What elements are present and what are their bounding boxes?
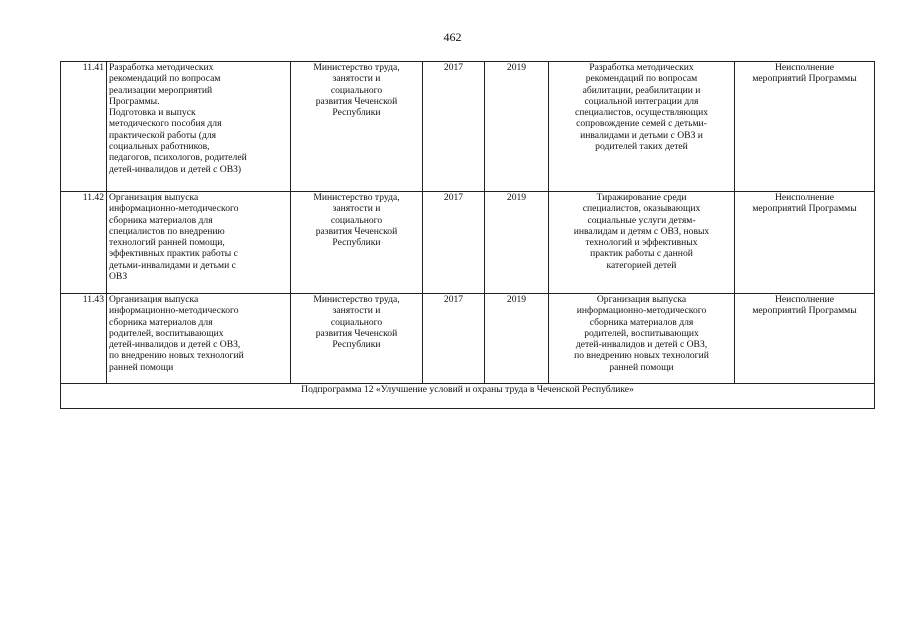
risk-cell: Неисполнение мероприятий Программы [735, 192, 875, 294]
expected-result-cell: Тиражирование среди специалистов, оказывающих социальные услуги детям- инвалидам и детям с ОВЗ, новых технологий и эффективных практик работы с данной категорией детей [549, 192, 735, 294]
subprogram-row [61, 384, 875, 409]
measure-name-cell: Разработка методических рекомендаций по вопросам реализации мероприятий Программы. Подготовка и выпуск методического пособия для практической работы (для социальных работников, педагогов, психологов, родителей детей-инвалидов и детей с ОВЗ) [107, 62, 291, 192]
risk-cell: Неисполнение мероприятий Программы [735, 294, 875, 384]
row-number-cell: 11.42 [61, 192, 107, 294]
start-year-cell: 2017 [423, 62, 485, 192]
executor-cell: Министерство труда, занятости и социального развития Чеченской Республики [291, 62, 423, 192]
table-row [61, 192, 875, 294]
end-year-cell: 2019 [485, 294, 549, 384]
risk-cell: Неисполнение мероприятий Программы [735, 62, 875, 192]
measure-name-cell: Организация выпуска информационно-методического сборника материалов для специалистов по внедрению технологий ранней помощи, эффективных практик работы с детьми-инвалидами и детьми с ОВЗ [107, 192, 291, 294]
measures-table [60, 61, 875, 409]
expected-result-cell: Разработка методических рекомендаций по вопросам абилитации, реабилитации и социальной интеграции для специалистов, осуществляющих сопровождение семей с детьми- инвалидами и детьми с ОВЗ и родителей таких детей [549, 62, 735, 192]
executor-cell: Министерство труда, занятости и социального развития Чеченской Республики [291, 192, 423, 294]
page-number: 462 [443, 30, 462, 44]
start-year-cell: 2017 [423, 294, 485, 384]
subprogram-title: Подпрограмма 12 «Улучшение условий и охраны труда в Чеченской Республике» [61, 384, 875, 409]
executor-cell: Министерство труда, занятости и социального развития Чеченской Республики [291, 294, 423, 384]
end-year-cell: 2019 [485, 62, 549, 192]
row-number-cell: 11.43 [61, 294, 107, 384]
expected-result-cell: Организация выпуска информационно-методического сборника материалов для родителей, воспитывающих детей-инвалидов и детей с ОВЗ, по внедрению новых технологий ранней помощи [549, 294, 735, 384]
table-row [61, 62, 875, 192]
start-year-cell: 2017 [423, 192, 485, 294]
row-number-cell: 11.41 [61, 62, 107, 192]
table-row [61, 294, 875, 384]
end-year-cell: 2019 [485, 192, 549, 294]
measure-name-cell: Организация выпуска информационно-методического сборника материалов для родителей, воспитывающих детей-инвалидов и детей с ОВЗ, по внедрению новых технологий ранней помощи [107, 294, 291, 384]
